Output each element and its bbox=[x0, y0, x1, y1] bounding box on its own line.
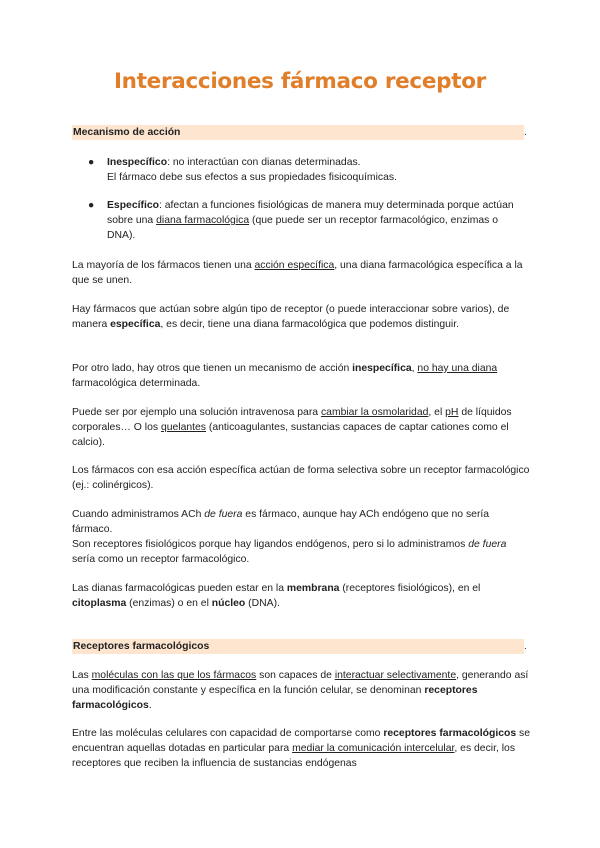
heading-period: . bbox=[524, 641, 527, 652]
link-diana-farmacologica[interactable]: diana farmacológica bbox=[156, 215, 250, 226]
paragraph: Las dianas farmacológicas pueden estar en la membrana (receptores fisiológicos), en el citoplasma (enzimas) o en el núcleo (DNA). bbox=[72, 583, 481, 609]
paragraph: Entre las moléculas celulares con capacidad de comportarse como receptores farmacológicos se encuentran aquellas dotadas en particular para mediar la comunicación intercelular, es decir, los receptores que reciben la influencia de sustancias endógenas bbox=[72, 728, 531, 769]
paragraph: Las moléculas con las que los fármacos son capaces de interactuar selectivamente, generando así una modificación constante y específica en la función celular, se denominan receptores farmacológicos. bbox=[72, 670, 529, 711]
heading-period: . bbox=[524, 127, 527, 138]
bullet-inespecifico: Inespecífico: no interactúan con dianas determinadas. El fármaco debe sus efectos a sus propiedades fisicoquímicas. bbox=[107, 157, 397, 183]
paragraph: Puede ser por ejemplo una solución intravenosa para cambiar la osmolaridad, el pH de líquidos corporales… O los quelantes (anticoagulantes, sustancias capaces de captar cationes como el calcio). bbox=[72, 407, 512, 448]
section-heading-receptores: Receptores farmacológicos bbox=[72, 639, 524, 654]
paragraph: Los fármacos con esa acción específica actúan de forma selectiva sobre un receptor farmacológico (ej.: colinérgicos). bbox=[72, 465, 530, 491]
paragraph: La mayoría de los fármacos tienen una acción específica, una diana farmacológica específica a la que se unen. bbox=[72, 260, 523, 286]
paragraph: Cuando administramos ACh de fuera es fármaco, aunque hay ACh endógeno que no sería fármaco. Son receptores fisiológicos porque hay ligandos endógenos, pero si lo administramos de fuera sería como un receptor farmacológico. bbox=[72, 509, 507, 565]
page-title: Interacciones fármaco receptor bbox=[113, 69, 486, 94]
paragraph: Hay fármacos que actúan sobre algún tipo de receptor (o puede interaccionar sobre varios), de manera específica, es decir, tiene una diana farmacológica que podemos distinguir. bbox=[72, 304, 510, 330]
bullet-dot: ● bbox=[88, 157, 95, 168]
term-especifico: Específico bbox=[107, 200, 159, 211]
paragraph: Por otro lado, hay otros que tienen un mecanismo de acción inespecífica, no hay una diana farmacológica determinada. bbox=[72, 363, 498, 389]
term-inespecifico: Inespecífico bbox=[107, 157, 168, 168]
section-heading-mecanismo: Mecanismo de acción bbox=[72, 125, 524, 140]
bullet-especifico: Específico: afectan a funciones fisiológicas de manera muy determinada porque actúan sobre una diana farmacológica (que puede ser un receptor farmacológico, enzimas o DNA). bbox=[107, 200, 514, 241]
bullet-dot: ● bbox=[88, 200, 95, 211]
